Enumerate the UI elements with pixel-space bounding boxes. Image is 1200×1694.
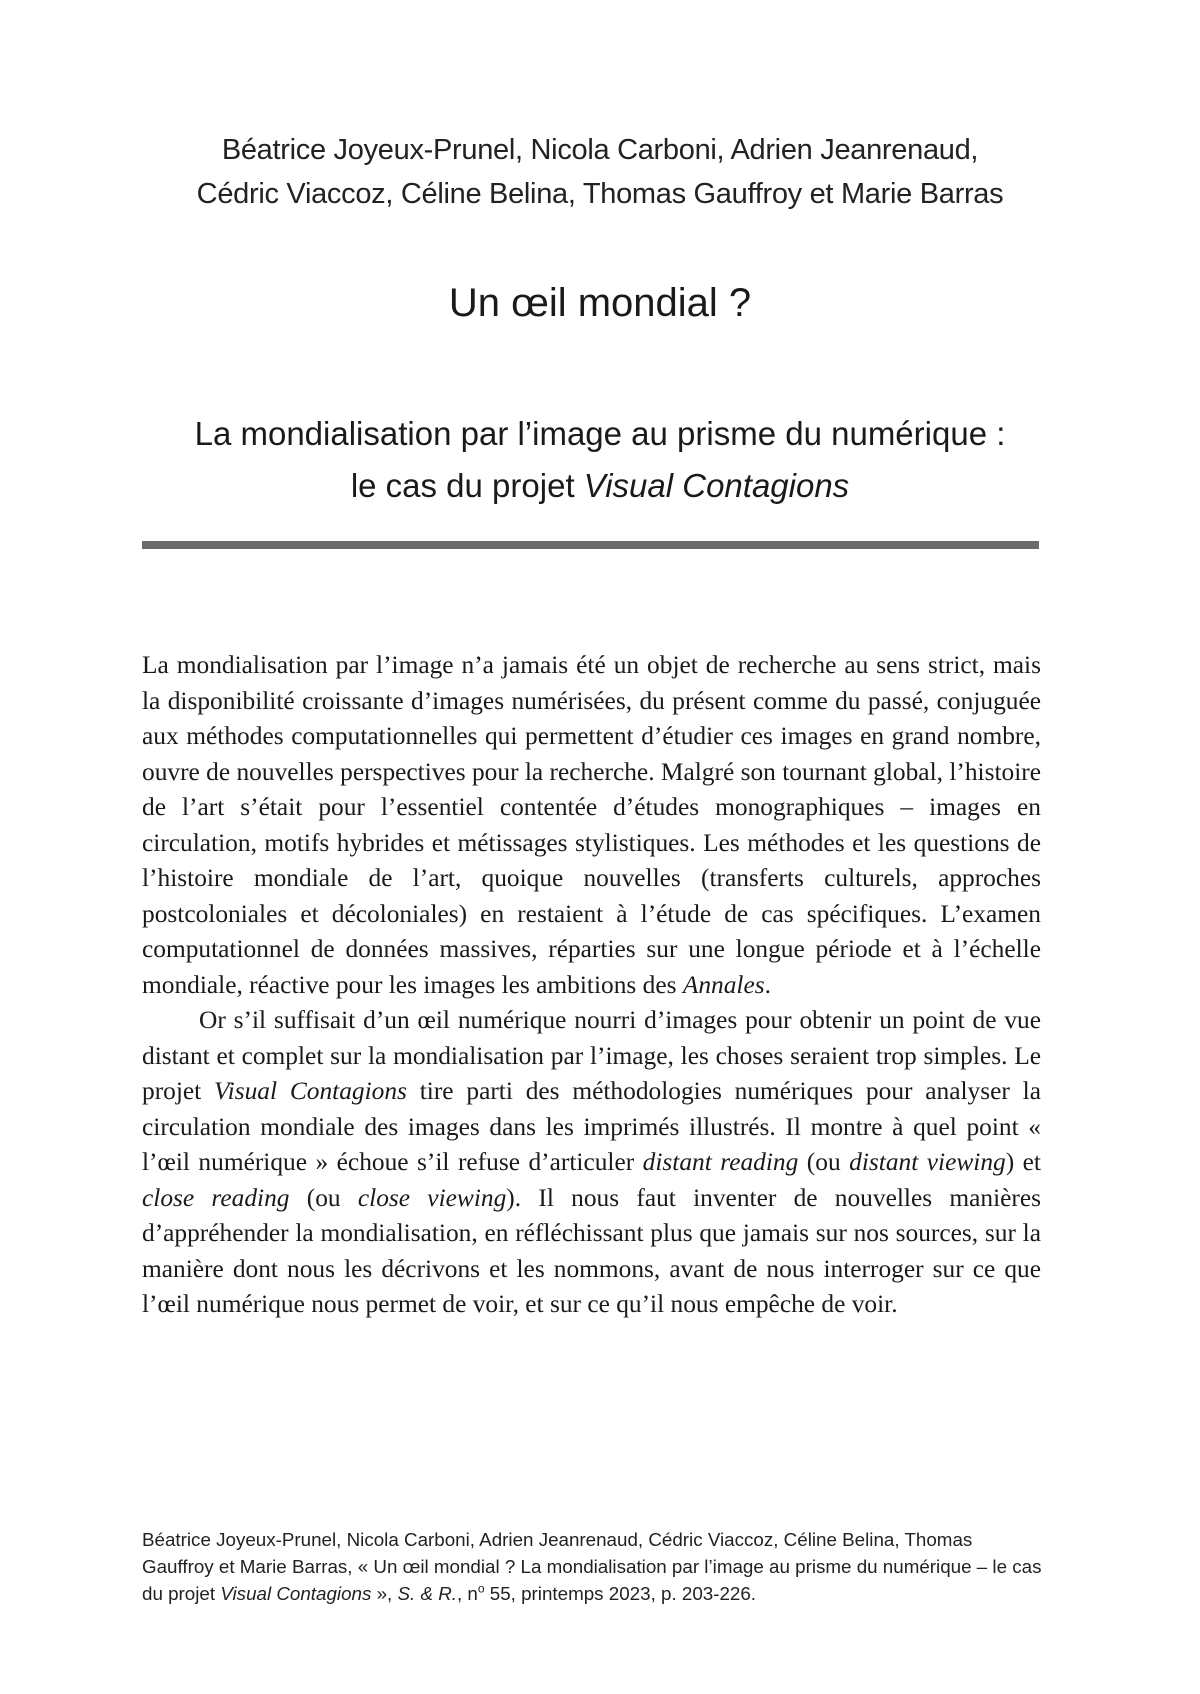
- p1-text: La mondialisation par l’image n’a jamais été un objet de recherche au sens strict, mais la disponibilité croissante d’images numérisées, du présent comme du passé, conjuguée aux méthodes computationnelles qui permettent d’étudier ces images en grand nombre, ouvre de nouvelles perspectives pour la recherche. Malgré son tournant global, l’histoire de l’art s’était pour l’essentiel contentée d’études monographiques – images en circulation, motifs hybrides et métissages stylistiques. Les méthodes et les questions de l’histoire mondiale de l’art, quoique nouvelles (transferts culturels, approches postcoloniales et décoloniales) en restaient à l’étude de cas spécifiques. L’examen computationnel de données massives, réparties sur une longue période et à l’échelle mondiale, réactive pour les images les ambitions des: [142, 651, 1041, 999]
- p2-i3: distant viewing: [849, 1148, 1006, 1176]
- p2-s3: (ou: [798, 1148, 850, 1176]
- subtitle-line-1: La mondialisation par l’image au prisme du numérique :: [194, 415, 1006, 452]
- p1-italic: Annales: [682, 970, 765, 999]
- authors-line-1: Béatrice Joyeux-Prunel, Nicola Carboni, Adrien Jeanrenaud,: [221, 134, 979, 166]
- p2-i4: close reading: [142, 1183, 290, 1212]
- citation-text-2: »,: [371, 1583, 398, 1604]
- p2-s6: ). Il nous faut inventer de nouvelles manières d’appréhender la mondialisation, en réfléchissant plus que jamais sur nos sources, sur la manière dont nous les décrivons et les nommons, avant de nous interroger sur ce que l’œil numérique nous permet de voir, et sur ce qu’il nous empêche de voir.: [142, 1183, 1042, 1318]
- citation-italic-2: S. & R.: [397, 1583, 457, 1604]
- citation-footer: [142, 1526, 1042, 1607]
- p2-s5: (ou: [289, 1183, 358, 1212]
- p2-i5: close viewing: [357, 1183, 507, 1212]
- p2-s2: tire parti des méthodologies numériques pour analyser la circulation mondiale des images dans les imprimés illustrés. Il montre à quel point « l’œil numérique » échoue s’il refuse d’articuler: [142, 1077, 1041, 1176]
- p2-i2: distant reading: [642, 1148, 799, 1176]
- citation-text-4: 55, printemps 2023, p. 203-226.: [484, 1583, 757, 1604]
- subtitle-project-name: Visual Contagions: [583, 467, 850, 504]
- title-divider: [142, 541, 1039, 549]
- authors-line-2: Cédric Viaccoz, Céline Belina, Thomas Gauffroy et Marie Barras: [196, 178, 1004, 210]
- citation-sup: o: [477, 1581, 485, 1596]
- citation-italic-1: Visual Contagions: [220, 1583, 372, 1604]
- subtitle-line-2: [140, 460, 1060, 512]
- p2-s4: ) et: [1005, 1148, 1041, 1176]
- p1-end: .: [764, 970, 771, 999]
- abstract: [142, 648, 1041, 1323]
- article-title: Un œil mondial ?: [448, 281, 752, 325]
- citation-text-3: , n: [456, 1583, 478, 1604]
- article-subtitle: [140, 408, 1060, 512]
- abstract-paragraph-2: [142, 1003, 1041, 1323]
- subtitle-prefix: le cas du projet: [350, 467, 584, 504]
- p2-i1: Visual Contagions: [214, 1077, 407, 1105]
- authors: [0, 128, 1200, 216]
- p2-s1: Or s’il suffisait d’un œil numérique nourri d’images pour obtenir un point de vue distant et complet sur la mondialisation par l’image, les choses seraient trop simples. Le projet: [142, 1006, 1041, 1105]
- abstract-paragraph-1: [142, 648, 1041, 1003]
- citation-text-1: Béatrice Joyeux-Prunel, Nicola Carboni, Adrien Jeanrenaud, Cédric Viaccoz, Céline Belina, Thomas Gauffroy et Marie Barras, « Un œil mondial ? La mondialisation par l’image au prisme du numérique – le cas du projet: [142, 1529, 1042, 1604]
